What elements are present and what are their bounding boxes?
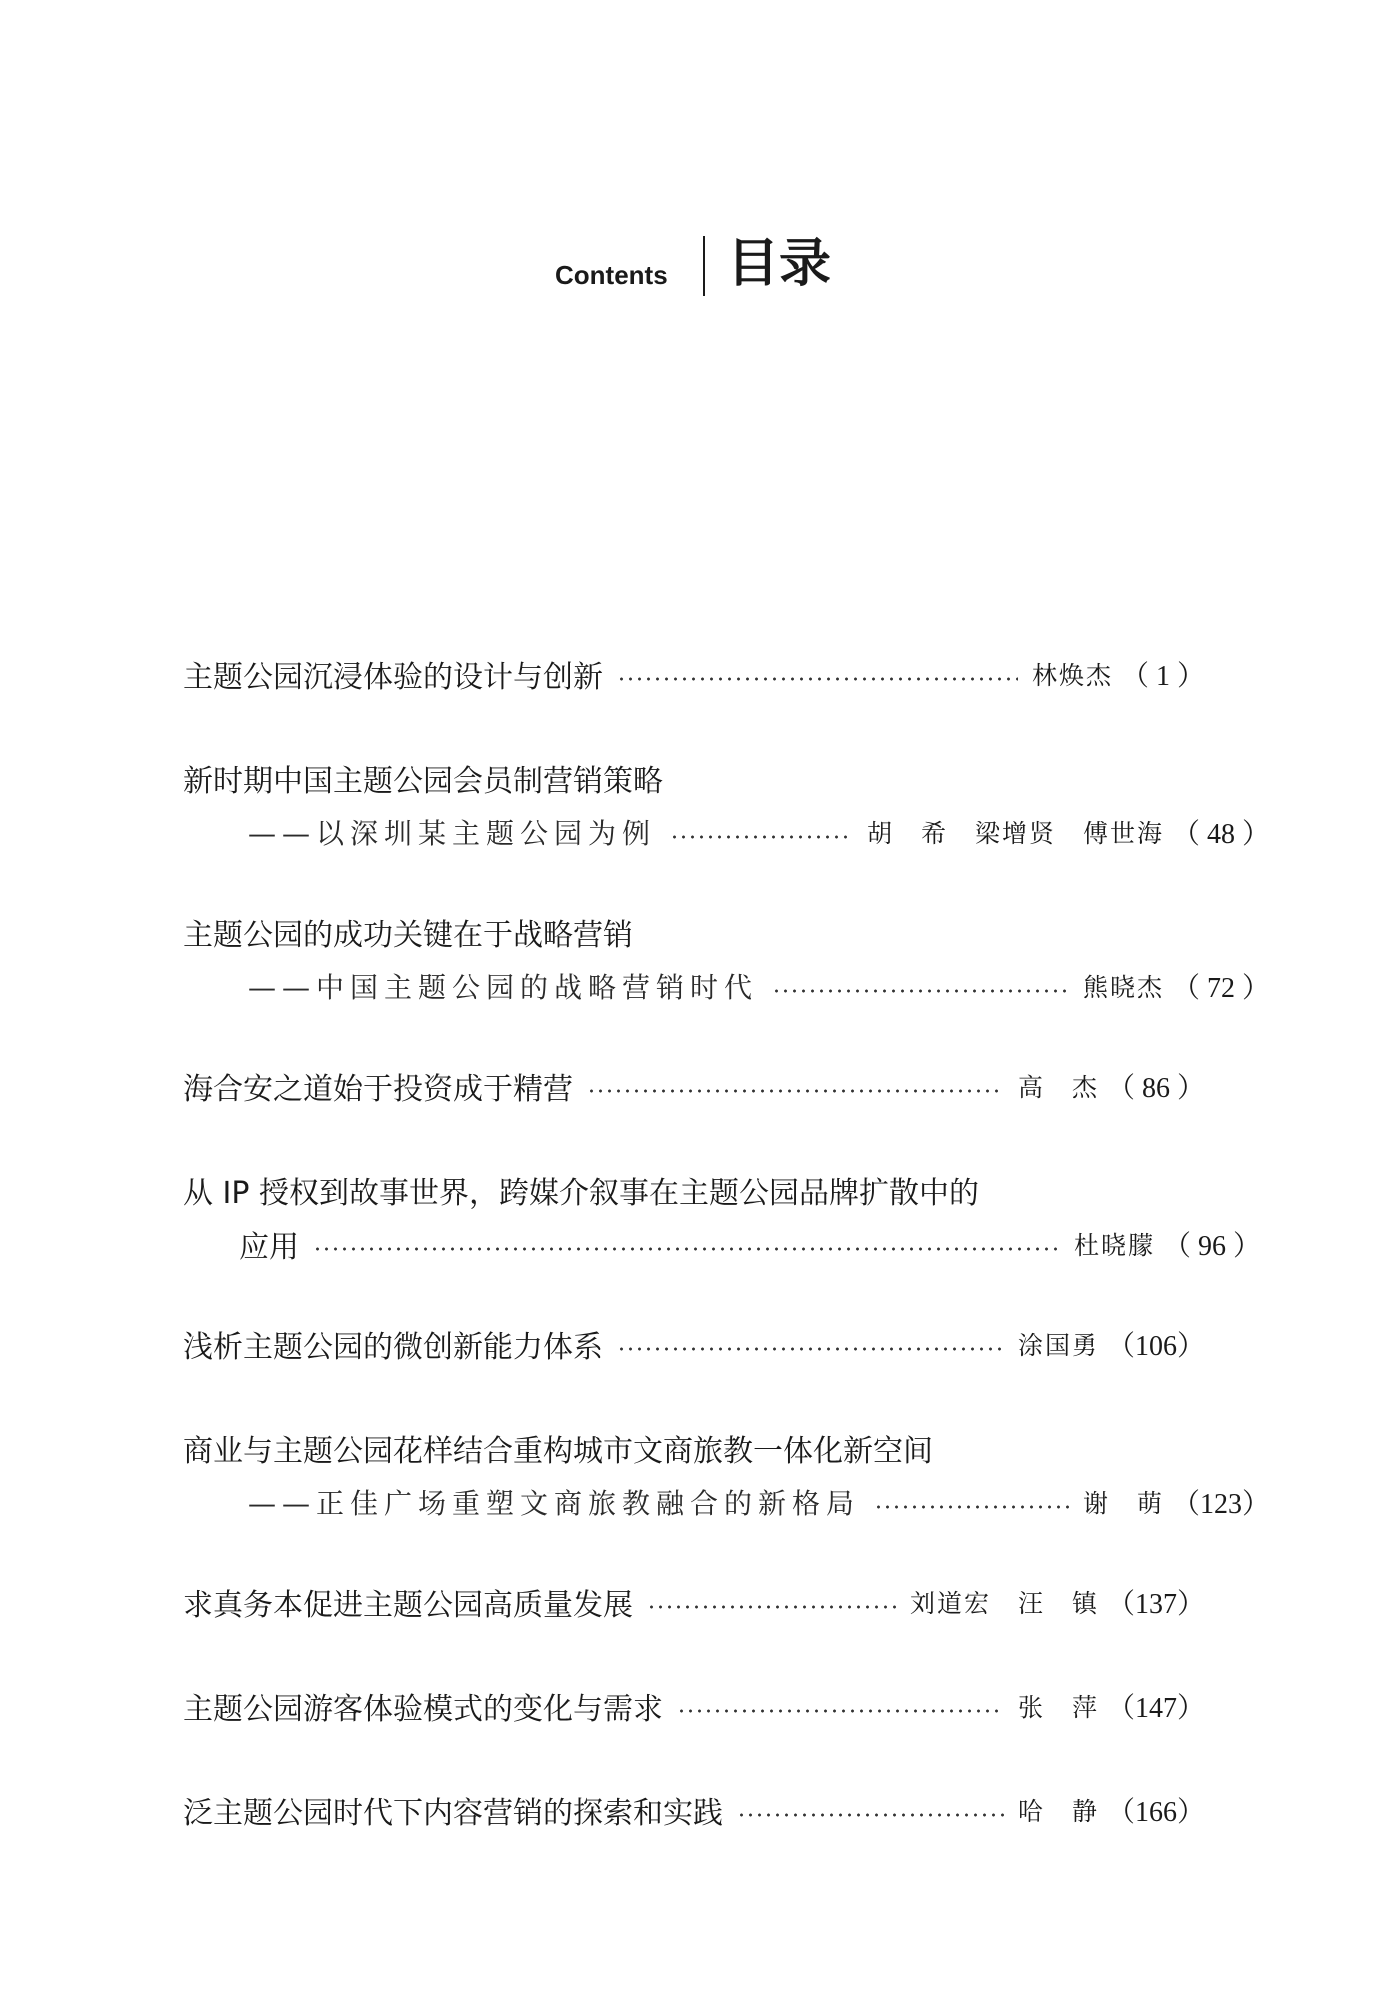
entry-subtitle: ——正佳广场重塑文商旅教融合的新格局 [248,1487,861,1520]
dot-leader [677,1709,1004,1713]
dot-leader [874,1505,1069,1509]
entry-title-continuation: 应用 [239,1230,299,1265]
entry-author: 杜晓朦 [1073,1231,1155,1260]
entry-subtitle: ——以深圳某主题公园为例 [248,817,657,850]
header-chinese-title: 目录 [727,234,832,294]
dot-leader [772,989,1069,993]
entry-page: （123） [1171,1489,1270,1520]
entry-author: 谢 萌 [1082,1489,1164,1518]
toc-entry[interactable] [183,1062,1205,1110]
entry-title: 求真务本促进主题公园高质量发展 [183,1588,633,1623]
dot-leader [313,1247,1060,1251]
entry-page: （ 86 ） [1106,1073,1205,1104]
dot-leader [617,677,1018,681]
entry-author: 哈 静 [1017,1797,1099,1826]
toc-header [0,234,1386,296]
entry-author: 刘道宏 汪 镇 [909,1589,1099,1618]
entry-page: （ 72 ） [1171,973,1270,1004]
toc-entry[interactable] [183,1424,1270,1522]
dot-leader [670,835,853,839]
entry-page: （106） [1106,1331,1205,1362]
entry-page: （ 1 ） [1120,661,1205,692]
header-english-title: Contents [555,260,668,290]
entry-page: （147） [1106,1693,1205,1724]
toc-entry[interactable] [183,1578,1205,1626]
toc-entry[interactable] [183,1166,1261,1265]
dot-leader [737,1813,1004,1817]
toc-entry[interactable] [183,754,1270,852]
toc-entry[interactable] [183,1786,1205,1834]
toc-entry[interactable] [183,1320,1205,1368]
entry-title: 主题公园沉浸体验的设计与创新 [183,660,603,695]
entry-page: （ 96 ） [1162,1231,1261,1262]
entry-page: （ 48 ） [1171,819,1270,850]
entry-author: 林焕杰 [1031,661,1113,690]
entry-page: （137） [1106,1589,1205,1620]
entry-subtitle: ——中国主题公园的战略营销时代 [248,971,759,1004]
entry-author: 胡 希 梁增贤 傅世海 [866,819,1164,848]
entry-title: 商业与主题公园花样结合重构城市文商旅教一体化新空间 [183,1434,933,1469]
entry-title: 主题公园游客体验模式的变化与需求 [183,1692,663,1727]
toc-entry[interactable] [183,908,1270,1006]
entry-title: 从 IP 授权到故事世界，跨媒介叙事在主题公园品牌扩散中的 [183,1176,980,1211]
entry-author: 熊晓杰 [1082,973,1164,1002]
dot-leader [647,1605,896,1609]
entry-title: 新时期中国主题公园会员制营销策略 [183,764,663,799]
dot-leader [587,1089,1004,1093]
entry-page: （166） [1106,1797,1205,1828]
entry-author: 张 萍 [1017,1693,1099,1722]
entry-title: 浅析主题公园的微创新能力体系 [183,1330,603,1365]
entry-title: 海合安之道始于投资成于精营 [183,1072,573,1107]
entry-author: 涂国勇 [1017,1331,1099,1360]
table-of-contents [183,650,1270,1890]
entry-title: 主题公园的成功关键在于战略营销 [183,918,633,953]
toc-entry[interactable] [183,1682,1205,1730]
header-divider [703,236,705,296]
entry-title: 泛主题公园时代下内容营销的探索和实践 [183,1796,723,1831]
entry-author: 高 杰 [1017,1073,1099,1102]
dot-leader [617,1347,1004,1351]
toc-entry[interactable] [183,650,1205,698]
